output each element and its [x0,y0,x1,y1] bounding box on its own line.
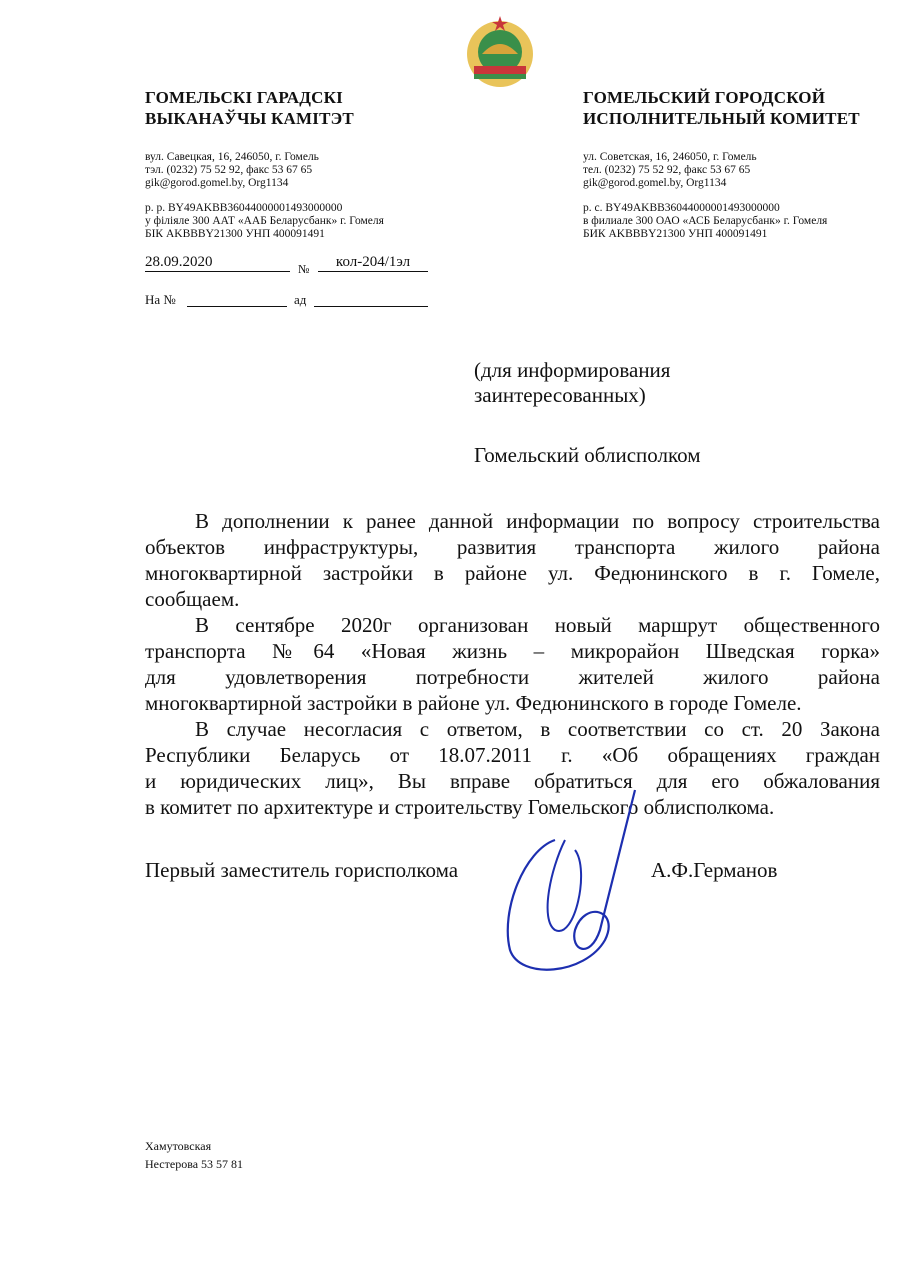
bank-account: р. р. BY49AKBB36044000001493000000 [145,202,343,214]
bank-branch: в филиале 300 ОАО «АСБ Беларусбанк» г. Гомеля [583,215,828,227]
email: gik@gorod.gomel.by, Org1134 [145,177,289,189]
body-line: транспорта №64 «Новая жизнь – микрорайон Шведская горка» [145,639,880,663]
addressee-note [474,358,670,408]
ref-date-blank [314,292,428,307]
signatory-position: Первый заместитель горисполкома [145,858,459,882]
body-line: многоквартирной застройки в районе ул. Федюнинского в городе Гомеле. [145,691,802,715]
title-line: ИСПОЛНИТЕЛЬНЫЙ КОМИТЕТ [583,109,860,128]
executor-name: Хамутовская [145,1139,212,1153]
body-line: В сентябре 2020г организован новый маршрут общественного [195,613,880,637]
ref-from-label: ад [294,292,307,307]
left-bank [145,202,384,241]
body-line: В случае несогласия с ответом, в соответствии со ст. 20 Закона [195,717,880,741]
reg-number: кол-204/1эл [318,254,428,272]
left-header-title [145,87,354,129]
ref-label: На № [145,292,176,307]
addressee-line: (для информирования [474,358,671,382]
bank-codes: БИК AKBBBY21300 УНП 400091491 [583,228,768,240]
email: gik@gorod.gomel.by, Org1134 [583,177,727,189]
right-header-title [583,87,860,129]
right-contacts [583,151,757,190]
left-contacts [145,151,319,190]
body-line: объектов инфраструктуры, развития транспорта жилого района [145,535,880,559]
address: ул. Советская, 16, 246050, г. Гомель [583,151,757,163]
title-line: ГОМЕЛЬСКИЙ ГОРОДСКОЙ [583,88,826,107]
right-bank [583,202,827,241]
addressee-line: заинтересованных) [474,383,646,407]
phone: тел. (0232) 75 52 92, факс 53 67 65 [583,164,751,176]
title-line: ВЫКАНАЎЧЫ КАМІТЭТ [145,109,354,128]
bank-codes: БІК AKBBBY21300 УНП 400091491 [145,228,325,240]
bank-account: р. с. BY49AKBB36044000001493000000 [583,202,780,214]
body-line: Республики Беларусь от 18.07.2011 г. «Об обращениях граждан [145,743,880,767]
addressee-org: Гомельский облисполком [474,443,701,467]
executor-phone: Нестерова 53 57 81 [145,1157,244,1171]
handwritten-signature [495,780,655,980]
reg-no-label: № [298,262,310,276]
title-line: ГОМЕЛЬСКІ ГАРАДСКІ [145,88,343,107]
body-line: для удовлетворения потребности жителей жилого района [145,665,880,689]
coat-of-arms-emblem [462,14,538,90]
address: вул. Савецкая, 16, 246050, г. Гомель [145,151,319,163]
signatory-name: А.Ф.Германов [651,858,778,882]
body-line: В дополнении к ранее данной информации по вопросу строительства [195,509,880,533]
body-line: сообщаем. [145,587,240,611]
reg-date: 28.09.2020 [145,254,290,272]
ref-number-blank [187,292,287,307]
body-line: в комитет по архитектуре и строительству Гомельского облисполкома. [145,795,775,819]
phone: тэл. (0232) 75 52 92, факс 53 67 65 [145,164,313,176]
bank-branch: у філіяле 300 ААТ «ААБ Беларусбанк» г. Гомеля [145,215,384,227]
body-line: многоквартирной застройки в районе ул. Федюнинского в г. Гомеле, [145,561,880,585]
body-line: и юридических лиц», Вы вправе обратиться для его обжалования [145,769,880,793]
footer-contact [145,1137,243,1173]
